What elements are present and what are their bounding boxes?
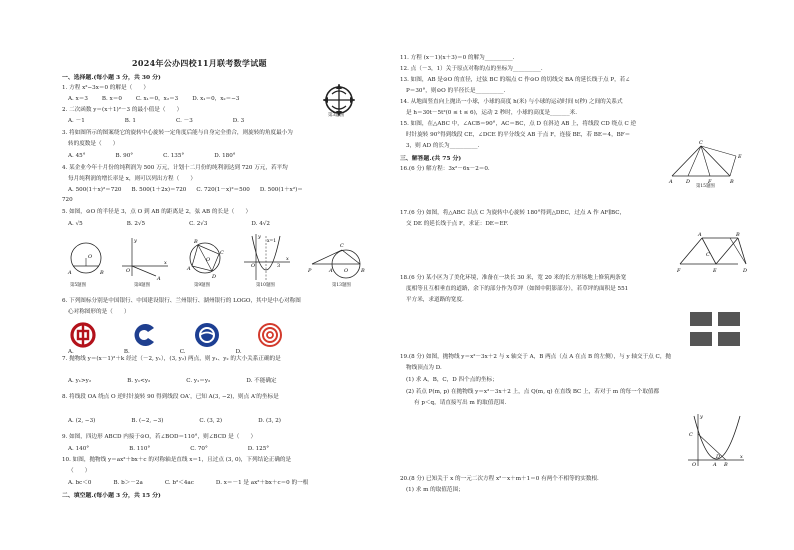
fig15-label-b: B <box>730 179 734 185</box>
question-5-options <box>68 221 284 228</box>
q10-option-b: B. b＞－2a <box>113 480 143 486</box>
question-1-options <box>68 96 253 103</box>
q5-option-d: D. 4√2 <box>251 221 270 227</box>
fig5-label-o: O <box>88 254 93 260</box>
figure-q15 <box>668 140 746 186</box>
fig19-label-d: D <box>716 454 721 460</box>
fig19-label-x: x <box>740 454 743 460</box>
question-4-options <box>68 187 317 194</box>
question-3-options <box>68 153 250 160</box>
fig5-label-a: A <box>68 270 72 276</box>
question-7: 7. 抛物线 y＝(x－1)²＋k 经过（－2, y₁），(3, y₂) 两点，则 y₁、y₂ 的大小关系正确的是 <box>62 356 281 362</box>
logo-construction-bank <box>132 322 158 351</box>
fig19-label-a: A <box>713 462 717 468</box>
question-6-line2: 心对称图形的是（ ） <box>68 309 130 315</box>
q2-option-c: C. －3 <box>175 118 193 124</box>
question-12: 12. 点（－3，1）关于原点对称的点的坐标为__________. <box>400 66 543 72</box>
fig17-label-c: C <box>706 252 710 258</box>
figure-q8 <box>120 236 170 282</box>
logo-huzhou-bank <box>256 322 284 351</box>
q8-option-d: D. (3, 2) <box>258 418 281 424</box>
question-20-line1: 20.(8 分) 已知关于 x 的一元二次方程 x²－x＋m＋1＝0 有两个不相等的实数根. <box>400 476 599 482</box>
question-19-line1: 19.(8 分) 如图，抛物线 y＝x²－3x＋2 与 x 轴交于 A，B 两点（点 A 在点 B 的左侧），与 y 轴交于点 C，抛 <box>400 354 672 360</box>
q9-option-b: B. 110° <box>129 446 151 452</box>
question-16: 16.(6 分) 解方程：3x²－6x－2＝0. <box>400 166 490 172</box>
figure-q10-caption: 第10题图 <box>256 283 275 288</box>
q5-option-b: B. 2√5 <box>126 221 146 227</box>
q6-option-d: D. <box>235 349 242 355</box>
question-5: 5. 如图，⊙O 的半径是 3，点 O 到 AB 的距离是 2，弦 AB 的长是（ ） <box>62 209 252 215</box>
q3-option-b: B. 90° <box>115 153 134 159</box>
fig9-label-d: D <box>212 274 217 280</box>
q6-option-a: A. <box>68 349 74 355</box>
q2-option-b: B. 1 <box>124 118 136 124</box>
question-15-line2: 时针旋转 90°得到线段 CE，∠DCE 的平分线交 AB 于点 F，连接 BE，若 BE＝4，BF＝ <box>406 132 631 138</box>
figure-q9 <box>182 236 228 282</box>
fig15-label-e: E <box>738 154 742 160</box>
fig13-label-a: A <box>329 268 333 274</box>
fig13-label-p: P <box>308 268 312 274</box>
q7-option-b: B. y₁<y₂ <box>127 378 151 384</box>
question-19-line2: 物线顶点为 D. <box>406 365 442 371</box>
q9-option-d: D. 125° <box>247 446 270 452</box>
figure-q3-caption: 第3题图 <box>328 113 344 118</box>
question-10-line1: 10. 如图，抛物线 y＝ax²＋bx＋c 的对称轴是直线 x＝1，且过点 (3, 0)，下列结论正确的是 <box>62 457 292 463</box>
fig17-label-a: A <box>698 232 702 238</box>
question-1: 1. 方程 x²−3x＝0 的解是（ ） <box>62 85 149 91</box>
q6-option-b: B. <box>123 349 130 355</box>
q8-option-b: B. (−2, −3) <box>131 418 164 424</box>
logo-lanzhou-bank <box>194 322 220 351</box>
fig19-label-b: B <box>724 462 728 468</box>
logo-bank-of-china <box>70 322 96 351</box>
fig15-label-a: A <box>669 179 673 185</box>
q1-option-a: A. x＝3 <box>68 96 88 102</box>
q5-option-c: C. 2√3 <box>189 221 208 227</box>
fig13-label-b: B <box>361 268 365 274</box>
figure-q18-lawn <box>690 312 740 346</box>
q8-option-a: A. (2, −3) <box>68 418 96 424</box>
fig19-label-o: O <box>692 462 697 468</box>
figure-q5 <box>64 236 110 282</box>
q1-option-c: C. x₁＝0，x₂＝3 <box>135 96 179 102</box>
q3-option-a: A. 45° <box>68 153 86 159</box>
question-6-line1: 6. 下列图标分别是中国银行、中国建设银行、兰州银行、湖州银行的 LOGO，其中是中心对称图 <box>62 298 301 304</box>
q10-option-d: D. x＝－1 是 ax²＋bx＋c＝0 的一根 <box>215 480 309 486</box>
fig10-label-x: x <box>286 256 289 262</box>
fig9-label-a: A <box>187 266 191 272</box>
question-11: 11. 方程 (x－1)(x＋3)＝0 的解为__________. <box>400 55 515 61</box>
fig13-label-o: O <box>344 268 349 274</box>
q4-option-c: C. 720(1－x)²＝500 <box>196 187 250 193</box>
fig8-label-a: A <box>157 276 161 282</box>
q3-option-d: D. 180° <box>214 153 236 159</box>
fig15-label-f: F <box>708 179 712 185</box>
question-3-line2: 转的度数是（ ） <box>68 141 119 147</box>
q6-option-c: C. <box>179 349 186 355</box>
q8-option-c: C. (3, 2) <box>199 418 223 424</box>
q7-option-a: A. y₁>y₂ <box>68 378 92 384</box>
fig8-label-x: x <box>164 260 167 266</box>
fig19-label-c: C <box>689 432 693 438</box>
q2-option-d: D. 3 <box>232 118 245 124</box>
q9-option-a: A. 140° <box>68 446 90 452</box>
question-19-part2: (2) 若点 P(m, p) 在抛物线 y＝x²－3x＋2 上，点 Q(m, q) 在直线 BC 上，若对于 m 的每一个取值都 <box>406 389 660 395</box>
page-title: 2024年公办四校11月联考数学试题 <box>132 58 267 68</box>
figure-q5-caption: 第5题图 <box>70 283 86 288</box>
question-4-tail: 720 <box>62 197 73 203</box>
fig9-label-b: B <box>194 239 198 245</box>
q5-option-a: A. √5 <box>68 221 83 227</box>
q10-option-a: A. bc＜0 <box>68 480 92 486</box>
question-18-line2: 度相等且互相垂直的道路，余下的部分作为草坪（如图中阴影部分），若草坪的面积是 551 <box>406 286 629 292</box>
q1-option-b: B. x＝0 <box>101 96 122 102</box>
question-13-line1: 13. 如图，AB 是⊙O 的直径，过弦 BC 的端点 C 作⊙O 的切线交 BA 的延长线于点 P，若∠ <box>400 77 630 83</box>
q7-option-d: D. 不能确定 <box>246 378 277 384</box>
section-fill-heading: 二、填空题.(每小题 3 分，共 15 分) <box>62 492 161 499</box>
question-13-line2: P＝30°，则⊙O 的半径长是__________. <box>406 88 506 94</box>
fig10-label-3: 3 <box>277 263 281 269</box>
question-18-line1: 18.(6 分) 某小区为了美化环境，准备在一块长 30 米，宽 20 米的长方形场地上修筑两条宽 <box>400 275 627 281</box>
question-14-line1: 14. 从地面竖直向上抛出一小球，小球的高度 h(米) 与小球的运动时间 t(秒) 之间的关系式 <box>400 99 623 105</box>
figure-q13 <box>308 236 374 282</box>
question-8-options <box>68 418 295 425</box>
question-4-line2: 每月纯利润的增长率是 x，则可以列出方程（ ） <box>68 176 196 182</box>
q7-option-c: C. y₁＝y₂ <box>186 378 211 384</box>
q4-option-d: D. 500(1＋x²)＝ <box>259 187 303 193</box>
fig5-label-b: B <box>100 270 104 276</box>
fig9-label-o: O <box>206 257 211 263</box>
fig13-label-c: C <box>340 243 344 249</box>
fig15-label-d: D <box>686 179 691 185</box>
question-15-line1: 15. 如图，在△ABC 中，∠ACB＝90°，AC＝BC，点 D 在斜边 AB 上，将线段 CD 绕点 C 逆 <box>400 121 637 127</box>
question-17-line2: 交 DE 的延长线于点 F，求证：DE＝EF. <box>406 221 509 227</box>
figure-q9-caption: 第9题图 <box>194 283 210 288</box>
section-choice-heading: 一、选择题.(每小题 3 分，共 30 分) <box>62 74 161 81</box>
fig10-label-axis: x=1 <box>267 239 277 244</box>
question-4-line1: 4. 某企业今年十月份的纯利润为 500 万元，计划十二月份的纯利润达到 720 万元，若平均 <box>62 165 288 171</box>
q4-option-a: A. 500(1＋x)²＝720 <box>68 187 122 193</box>
fig17-label-e: E <box>713 268 717 274</box>
question-2: 2. 二次函数 y＝(x＋1)²－3 的最小值是（ ） <box>62 107 183 113</box>
question-20-part1: (1) 求 m 的取值范围； <box>406 487 464 493</box>
question-14-line2: 是 h＝30t－5t²(0 ≤ t ≤ 6)，运动 2 秒时，小球的高度是_______米. <box>406 110 577 116</box>
q10-option-c: C. b²＜4ac <box>164 480 194 486</box>
fig17-label-f: F <box>677 268 681 274</box>
question-9-options <box>68 446 283 453</box>
figure-q19 <box>686 412 746 468</box>
q1-option-d: D. x₁＝0，x₂＝−3 <box>192 96 240 102</box>
figure-q15-caption: 第15题图 <box>696 184 715 189</box>
fig15-label-c: C <box>699 140 703 146</box>
question-2-options <box>68 118 258 125</box>
question-7-options <box>68 378 291 385</box>
figure-q10 <box>242 232 292 282</box>
question-19-part3: 有 p＜q，请直接写出 m 的取值范围. <box>414 400 507 406</box>
section-answer-heading: 三、解答题.(共 75 分) <box>400 155 462 162</box>
fig19-label-y: y <box>700 414 703 420</box>
question-15-line3: 3，则 AD 的长为__________. <box>406 143 480 149</box>
question-9: 9. 如图，四边形 ABCD 内接于⊙O，若∠BOD＝110°，则∠BCD 是（ ） <box>62 434 257 440</box>
figure-q13-caption: 第13题图 <box>332 283 351 288</box>
fig17-label-b: B <box>736 232 740 238</box>
fig8-label-y: y <box>134 238 137 244</box>
question-10-options <box>68 480 322 487</box>
fig10-label-o: O <box>251 263 256 269</box>
fig8-label-o: O <box>126 268 131 274</box>
fig9-label-c: C <box>220 250 224 256</box>
question-17-line1: 17.(6 分) 如图，将△ABC 以点 C 为旋转中心旋转 180°得到△DEC，过点 A 作 AF∥BC， <box>400 210 626 216</box>
q2-option-a: A. －1 <box>68 118 85 124</box>
question-8: 8. 将线段 OA 绕点 O 逆时针旋转 90 得到线段 OA′，已知 A(3, −2)，则点 A′的坐标是 <box>62 394 279 400</box>
q4-option-b: B. 500(1＋2x)＝720 <box>131 187 187 193</box>
question-18-line3: 平方米，求道路的宽度. <box>406 297 464 303</box>
question-10-line2: （ ） <box>68 468 91 474</box>
q9-option-c: C. 70° <box>190 446 208 452</box>
fig10-label-y: y <box>258 234 261 240</box>
question-19-part1: (1) 求 A，B，C，D 四个点的坐标； <box>406 377 498 383</box>
fig17-label-d: D <box>743 268 748 274</box>
question-3-line1: 3. 将如图所示的图案绕它的旋转中心旋转一定角度后能与自身完全重合，则旋转的角度最小为 <box>62 130 293 136</box>
q3-option-c: C. 135° <box>163 153 185 159</box>
figure-q17 <box>676 230 748 274</box>
figure-q8-caption: 第8题图 <box>134 283 150 288</box>
